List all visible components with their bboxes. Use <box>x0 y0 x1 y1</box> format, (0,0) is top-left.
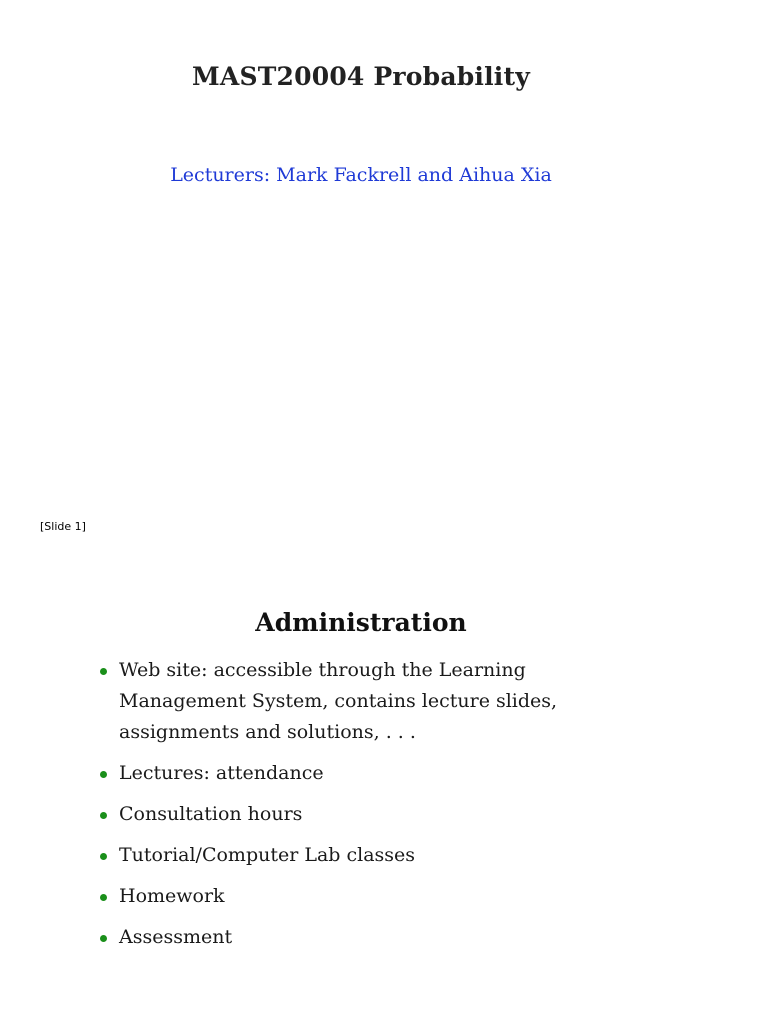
list-item-tutorial <box>94 840 654 871</box>
list-item-text: Homework <box>119 885 225 907</box>
green-dot-bullet-icon <box>100 771 107 778</box>
list-item-consultation <box>94 799 654 830</box>
green-dot-bullet-icon <box>100 812 107 819</box>
list-item-text: Web site: accessible through the Learning Management System, contains lecture slides, assignments and solutions, . . . <box>119 659 558 743</box>
list-item-text: Assessment <box>119 926 233 948</box>
list-item-assessment <box>94 922 654 953</box>
list-item-website <box>94 655 654 748</box>
administration-list <box>94 655 654 963</box>
green-dot-bullet-icon <box>100 853 107 860</box>
green-dot-bullet-icon <box>100 935 107 942</box>
slide-number-tag: [Slide 1] <box>40 520 86 533</box>
green-dot-bullet-icon <box>100 894 107 901</box>
lecturers-line: Lecturers: Mark Fackrell and Aihua Xia <box>170 164 552 186</box>
list-item-homework <box>94 881 654 912</box>
list-item-text: Consultation hours <box>119 803 303 825</box>
course-title: MAST20004 Probability <box>192 62 530 91</box>
green-dot-bullet-icon <box>100 668 107 675</box>
list-item-text: Lectures: attendance <box>119 762 324 784</box>
list-item-text: Tutorial/Computer Lab classes <box>119 844 416 866</box>
list-item-lectures <box>94 758 654 789</box>
administration-heading: Administration <box>255 608 467 637</box>
